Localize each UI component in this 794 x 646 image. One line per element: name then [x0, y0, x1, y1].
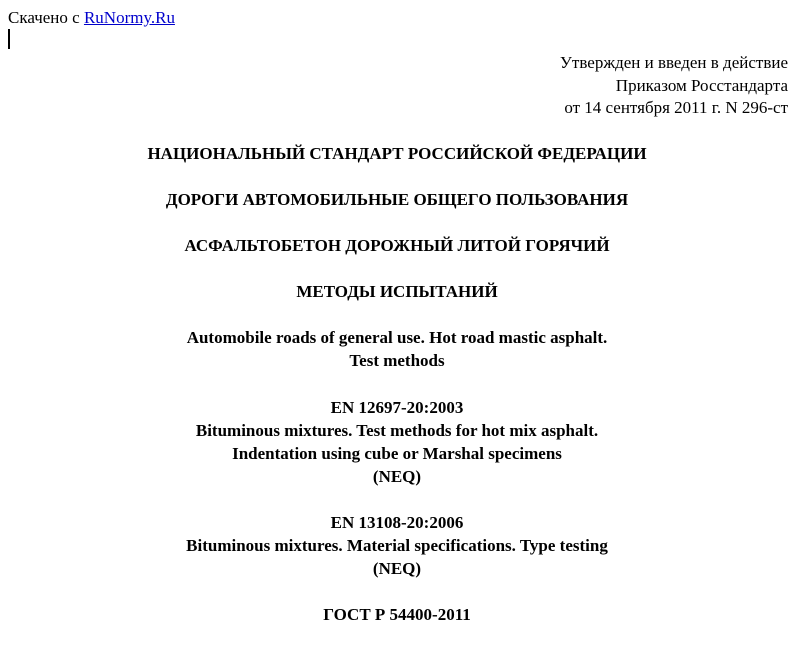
- gost-text: ГОСТ Р 54400-2011: [323, 605, 471, 624]
- reference-line: Bituminous mixtures. Test methods for hot mix asphalt.: [195, 421, 599, 440]
- source-line: [8, 6, 175, 29]
- source-link[interactable]: RuNormy.Ru: [83, 8, 175, 27]
- reference-en-13108: [0, 511, 794, 580]
- text-cursor: [8, 29, 10, 49]
- approval-block: [560, 52, 788, 120]
- heading-roads: [0, 188, 794, 211]
- heading-text: АСФАЛЬТОБЕТОН ДОРОЖНЫЙ ЛИТОЙ ГОРЯЧИЙ: [184, 236, 610, 255]
- english-title-line: Test methods: [349, 351, 445, 370]
- heading-national-standard: [0, 142, 794, 165]
- heading-methods: [0, 280, 794, 303]
- approval-line-1: Утвержден и введен в действие: [559, 53, 788, 72]
- reference-tag: (NEQ): [372, 467, 422, 486]
- heading-text: МЕТОДЫ ИСПЫТАНИЙ: [296, 282, 498, 301]
- reference-code: EN 12697-20:2003: [330, 398, 464, 417]
- approval-line-2: Приказом Росстандарта: [615, 75, 788, 95]
- reference-tag: (NEQ): [372, 559, 422, 578]
- english-title-line: Automobile roads of general use. Hot road mastic asphalt.: [186, 328, 608, 347]
- reference-code: EN 13108-20:2006: [330, 513, 464, 532]
- reference-line: Indentation using cube or Marshal specimens: [232, 444, 562, 463]
- heading-asphalt: [0, 234, 794, 257]
- reference-en-12697: [0, 396, 794, 488]
- source-prefix: Скачено с: [8, 8, 84, 27]
- heading-text: НАЦИОНАЛЬНЫЙ СТАНДАРТ РОССИЙСКОЙ ФЕДЕРАЦИИ: [147, 144, 647, 163]
- approval-line-3: от 14 сентября 2011 г. N 296-ст: [564, 98, 788, 117]
- reference-line: Bituminous mixtures. Material specifications. Type testing: [186, 536, 608, 555]
- heading-text: ДОРОГИ АВТОМОБИЛЬНЫЕ ОБЩЕГО ПОЛЬЗОВАНИЯ: [165, 190, 629, 209]
- english-title: [0, 326, 794, 372]
- gost-number: [0, 603, 794, 626]
